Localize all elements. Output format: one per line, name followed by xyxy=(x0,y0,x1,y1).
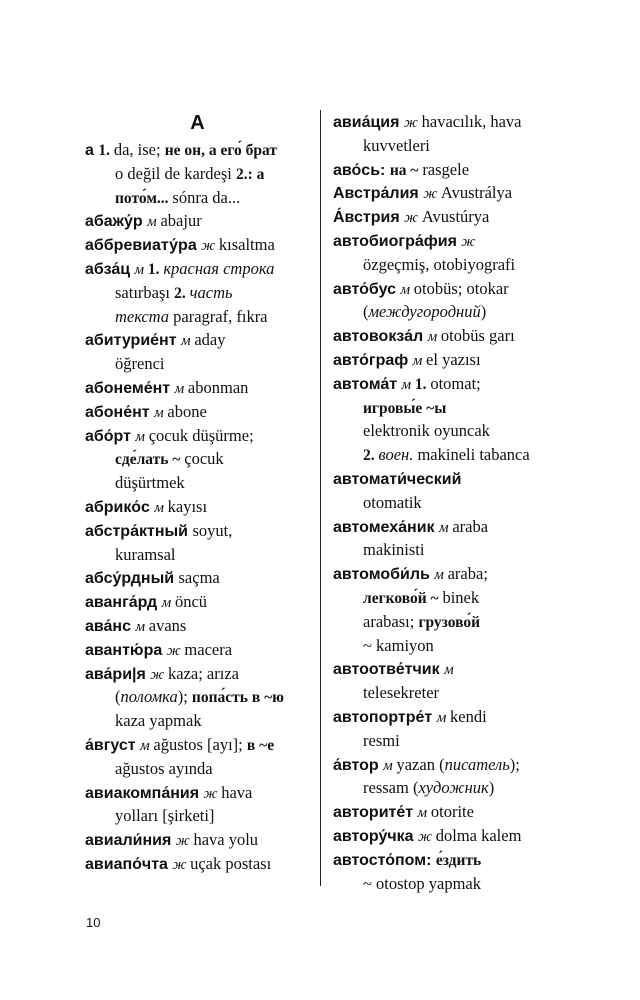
dictionary-entry xyxy=(85,400,323,424)
grammar-label: м xyxy=(427,329,441,346)
entry-line xyxy=(85,257,323,281)
entry-line xyxy=(85,376,323,400)
translation-text: kısaltma xyxy=(218,235,275,255)
entry-continuation-line xyxy=(333,419,571,443)
entry-continuation-line xyxy=(333,134,571,158)
dictionary-entry xyxy=(333,753,571,801)
entry-continuation-line xyxy=(85,447,323,471)
translation-text: aday xyxy=(194,330,226,350)
entry-line xyxy=(85,614,323,638)
headword: абитурие́нт xyxy=(85,332,181,350)
grammar-label: м xyxy=(434,567,448,584)
bold-phrase: легково́й ~ xyxy=(363,589,443,607)
translation-text: otomatik xyxy=(363,492,422,512)
grammar-label: м xyxy=(154,404,168,421)
bold-phrase: 1. xyxy=(147,260,164,278)
entry-line xyxy=(85,662,323,686)
translation-text: makinisti xyxy=(363,540,425,560)
headword: автосто́пом: xyxy=(333,851,436,869)
headword: автоотве́тчик xyxy=(333,661,445,679)
italic-gloss: междугородний xyxy=(368,302,481,322)
dictionary-entry xyxy=(333,110,571,158)
translation-text: araba xyxy=(452,516,489,536)
dictionary-entry xyxy=(333,158,571,182)
grammar-label: м xyxy=(438,519,453,536)
headword: абоне́нт xyxy=(85,403,155,421)
headword: абстра́ктный xyxy=(85,522,193,540)
bold-phrase: на ~ xyxy=(389,161,423,179)
grammar-label: ж xyxy=(172,856,191,873)
dictionary-entry xyxy=(85,662,323,733)
dictionary-entry xyxy=(333,324,571,348)
entry-continuation-line xyxy=(85,305,323,329)
entry-line xyxy=(85,852,323,876)
headword: ава́нс xyxy=(85,617,136,635)
headword: аво́сь: xyxy=(333,161,390,179)
entry-continuation-line xyxy=(85,186,323,210)
entry-continuation-line xyxy=(333,538,571,562)
bold-phrase: игровы́е ~ы xyxy=(363,399,447,417)
headword: авиакомпа́ния xyxy=(85,784,204,802)
dictionary-entry xyxy=(333,562,571,657)
headword: автомеха́ник xyxy=(333,518,439,536)
headword: ава́ри|я xyxy=(85,665,151,683)
entry-continuation-line xyxy=(85,352,323,376)
translation-text: kayısı xyxy=(167,496,208,516)
headword: автомати́ческий xyxy=(333,470,462,488)
entry-line xyxy=(333,562,571,586)
headword: авиапо́чта xyxy=(85,855,173,873)
translation-text: kuvvetleri xyxy=(363,135,430,155)
dictionary-entry xyxy=(85,614,323,638)
entry-line xyxy=(333,705,571,729)
section-letter-heading: А xyxy=(190,112,205,134)
entry-continuation-line xyxy=(85,757,323,781)
translation-text: otobüs; otokar xyxy=(413,278,509,298)
translation-text: elektronik oyuncak xyxy=(363,421,490,441)
entry-line xyxy=(85,781,323,805)
dictionary-entry xyxy=(85,828,323,852)
translation-text: binek xyxy=(442,587,480,607)
entry-line xyxy=(85,495,323,519)
italic-gloss: писатель xyxy=(444,754,510,774)
grammar-label: ж xyxy=(461,233,476,250)
entry-line xyxy=(333,800,571,824)
grammar-label: ж xyxy=(150,666,168,683)
translation-text: Avustúrya xyxy=(421,207,490,227)
dictionary-entry xyxy=(85,376,323,400)
headword: А́встрия xyxy=(333,209,405,227)
translation-text: ~ kamiyon xyxy=(363,635,434,655)
dictionary-entry xyxy=(85,852,323,876)
grammar-label: м xyxy=(383,757,397,774)
entry-line xyxy=(333,324,571,348)
entry-line xyxy=(85,566,323,590)
translation-text: el yazısı xyxy=(426,349,481,369)
translation-text: kendi xyxy=(450,706,487,726)
translation-text: hava xyxy=(221,782,253,802)
headword: а́втор xyxy=(333,756,384,774)
headword: авторите́т xyxy=(333,804,418,822)
dictionary-entry xyxy=(85,138,323,209)
bold-phrase: е́здить xyxy=(435,851,482,869)
headword: авто́бус xyxy=(333,280,401,298)
translation-text: saçma xyxy=(178,568,220,588)
headword: авиали́ния xyxy=(85,832,176,850)
headword: авто́граф xyxy=(333,351,413,369)
grammar-label: ж xyxy=(175,833,194,850)
dictionary-entry xyxy=(333,657,571,705)
translation-text: kaza; arıza xyxy=(168,663,239,683)
headword: авантю́ра xyxy=(85,641,167,659)
headword: аванга́рд xyxy=(85,594,162,612)
headword: аббревиату́ра xyxy=(85,237,202,255)
page-number: 10 xyxy=(86,915,101,930)
italic-gloss: часть xyxy=(189,282,233,302)
bold-phrase: 1. xyxy=(414,375,431,393)
translation-text: Avustrálya xyxy=(440,183,513,203)
translation-text: yazan ( xyxy=(396,754,445,774)
translation-text: arabası; xyxy=(363,611,419,631)
entry-continuation-line xyxy=(333,396,571,420)
grammar-label: ж xyxy=(403,115,422,131)
headword: автобиогра́фия xyxy=(333,232,462,250)
entry-line xyxy=(333,824,571,848)
translation-text: rasgele xyxy=(422,159,470,179)
grammar-label: ж xyxy=(166,642,185,659)
entry-continuation-line xyxy=(333,681,571,705)
entry-line xyxy=(333,753,571,777)
translation-text: ) xyxy=(488,778,495,798)
bold-phrase: попа́сть в ~ю xyxy=(191,689,284,707)
translation-text: abone xyxy=(167,401,207,421)
bold-phrase: 2.: а xyxy=(235,165,265,183)
grammar-label: м xyxy=(417,805,431,822)
dictionary-entry xyxy=(85,209,323,233)
translation-text: abonman xyxy=(187,377,249,397)
entry-line xyxy=(333,848,571,872)
entry-line xyxy=(333,657,571,681)
headword: абажу́р xyxy=(85,213,148,231)
entry-continuation-line xyxy=(85,281,323,305)
translation-text: makineli tabanca xyxy=(417,445,530,465)
dictionary-entry xyxy=(85,590,323,614)
headword: або́рт xyxy=(85,427,136,445)
translation-text: havacılık, hava xyxy=(421,112,522,131)
translation-text: ( xyxy=(363,302,369,322)
dictionary-entry xyxy=(85,495,323,519)
translation-text: telesekreter xyxy=(363,683,440,703)
bold-phrase: в ~е xyxy=(246,736,275,754)
entry-line xyxy=(333,372,571,396)
bold-phrase: грузово́й xyxy=(418,613,481,631)
entry-line xyxy=(85,233,323,257)
dictionary-entry xyxy=(333,372,571,467)
entry-line xyxy=(85,519,323,543)
grammar-label: ж xyxy=(201,238,219,255)
entry-continuation-line xyxy=(85,471,323,495)
entry-line xyxy=(333,205,571,229)
dictionary-entry xyxy=(333,181,571,205)
dictionary-entry xyxy=(333,824,571,848)
entry-line xyxy=(333,348,571,372)
bold-phrase: сде́лать ~ xyxy=(115,451,185,469)
entry-continuation-line xyxy=(333,776,571,800)
translation-text: o değil de kardeşi xyxy=(115,163,236,183)
headword: автома́т xyxy=(333,375,402,393)
translation-text: ); xyxy=(509,754,520,774)
translation-text: otorite xyxy=(430,802,474,822)
grammar-label: м xyxy=(135,428,149,445)
entry-line xyxy=(85,400,323,424)
grammar-label: м xyxy=(135,618,149,635)
italic-gloss: воен. xyxy=(378,445,418,465)
grammar-label: м xyxy=(400,281,414,298)
headword: авиа́ция xyxy=(333,114,404,131)
entry-continuation-line xyxy=(333,253,571,277)
headword: автомоби́ль xyxy=(333,566,435,584)
dictionary-entry xyxy=(333,229,571,277)
headword: абрико́с xyxy=(85,498,155,516)
entry-continuation-line xyxy=(333,610,571,634)
grammar-label: м xyxy=(134,261,148,278)
column-divider xyxy=(320,110,321,886)
bold-phrase: 1. xyxy=(98,142,114,159)
dictionary-entry xyxy=(333,277,571,325)
grammar-label: м xyxy=(154,499,168,516)
headword: автовокза́л xyxy=(333,328,428,346)
entry-continuation-line xyxy=(85,709,323,733)
entry-line xyxy=(333,229,571,253)
right-column xyxy=(333,110,571,895)
entry-continuation-line xyxy=(333,729,571,753)
translation-text: da, ise; xyxy=(113,140,165,159)
grammar-label: м xyxy=(444,662,454,679)
entry-line xyxy=(85,828,323,852)
entry-line xyxy=(85,638,323,662)
entry-continuation-line xyxy=(333,491,571,515)
translation-text: kaza yapmak xyxy=(115,711,202,731)
grammar-label: ж xyxy=(423,186,441,203)
grammar-label: м xyxy=(412,352,427,369)
translation-text: öncü xyxy=(174,592,208,612)
italic-gloss: поломка xyxy=(120,687,178,707)
bold-phrase: не он, а его́ брат xyxy=(164,142,277,159)
grammar-label: м xyxy=(174,380,188,397)
left-column xyxy=(85,110,323,876)
entry-continuation-line xyxy=(85,685,323,709)
dictionary-entry xyxy=(333,515,571,563)
entry-continuation-line xyxy=(333,300,571,324)
grammar-label: м xyxy=(181,333,195,350)
entry-line xyxy=(333,277,571,301)
entry-continuation-line xyxy=(333,443,571,467)
translation-text: çocuk düşürme; xyxy=(148,425,254,445)
translation-text: avans xyxy=(148,615,187,635)
translation-text: paragraf, fıkra xyxy=(173,306,268,326)
dictionary-entry xyxy=(85,519,323,567)
dictionary-entry xyxy=(85,781,323,829)
entry-line xyxy=(85,328,323,352)
dictionary-entry xyxy=(333,205,571,229)
headword: абза́ц xyxy=(85,260,135,278)
entry-line xyxy=(333,467,571,491)
entry-line xyxy=(85,138,323,162)
headword: автопортре́т xyxy=(333,708,437,726)
dictionary-entry xyxy=(85,638,323,662)
dictionary-entry xyxy=(333,848,571,896)
dictionary-entry xyxy=(333,467,571,515)
translation-text: satırbaşı xyxy=(115,282,175,302)
grammar-label: м xyxy=(161,595,175,612)
grammar-label: м xyxy=(147,214,161,231)
translation-text: özgeçmiş, otobiyografi xyxy=(363,254,516,274)
translation-text: yolları [şirketi] xyxy=(115,806,215,826)
translation-text: ~ otostop yapmak xyxy=(363,873,481,893)
entry-continuation-line xyxy=(85,162,323,186)
entry-continuation-line xyxy=(85,543,323,567)
translation-text: kuramsal xyxy=(115,544,176,564)
translation-text: ); xyxy=(177,687,192,707)
dictionary-entry xyxy=(85,328,323,376)
dictionary-entry xyxy=(333,705,571,753)
translation-text: macera xyxy=(184,639,233,659)
entry-line xyxy=(85,209,323,233)
entry-continuation-line xyxy=(85,804,323,828)
headword: а́вгуст xyxy=(85,736,141,754)
translation-text: araba; xyxy=(447,564,488,584)
italic-gloss: красная строка xyxy=(163,258,275,278)
translation-text: ( xyxy=(115,687,121,707)
italic-gloss: художник xyxy=(418,778,489,798)
grammar-label: ж xyxy=(418,828,436,845)
translation-text: resmi xyxy=(363,730,400,750)
bold-phrase: пото́м... xyxy=(115,189,173,207)
entry-continuation-line xyxy=(333,872,571,896)
translation-text: hava yolu xyxy=(193,830,259,850)
entry-line xyxy=(333,181,571,205)
dictionary-entry xyxy=(85,233,323,257)
translation-text: uçak postası xyxy=(190,853,272,873)
dictionary-entry xyxy=(85,424,323,495)
dictionary-entry xyxy=(85,566,323,590)
translation-text: ağustos ayında xyxy=(115,758,213,778)
headword: Австра́лия xyxy=(333,185,424,203)
entry-continuation-line xyxy=(333,634,571,658)
italic-gloss: текста xyxy=(115,306,174,326)
translation-text: ) xyxy=(480,302,487,322)
translation-text: sónra da... xyxy=(172,187,241,207)
translation-text: abajur xyxy=(160,211,202,231)
entry-line xyxy=(333,158,571,182)
entry-line xyxy=(333,110,571,134)
entry-line xyxy=(85,590,323,614)
dictionary-entry xyxy=(85,733,323,781)
headword: абонеме́нт xyxy=(85,379,175,397)
grammar-label: ж xyxy=(203,785,222,802)
translation-text: dolma kalem xyxy=(435,825,522,845)
entry-line xyxy=(333,515,571,539)
grammar-label: ж xyxy=(404,210,422,227)
translation-text: öğrenci xyxy=(115,354,165,374)
translation-text: soyut, xyxy=(192,520,233,540)
headword: а xyxy=(85,142,99,159)
grammar-label: м xyxy=(140,737,154,754)
translation-text: ağustos [ayı]; xyxy=(153,734,247,754)
entry-line xyxy=(85,424,323,448)
translation-text: otomat; xyxy=(430,373,481,393)
entry-line xyxy=(85,733,323,757)
grammar-label: м xyxy=(436,709,451,726)
headword: автору́чка xyxy=(333,827,419,845)
dictionary-entry xyxy=(333,348,571,372)
translation-text: çocuk xyxy=(184,449,224,469)
dictionary-entry xyxy=(333,800,571,824)
headword: абсу́рдный xyxy=(85,570,179,588)
dictionary-entry xyxy=(85,257,323,328)
translation-text: otobüs garı xyxy=(440,326,515,346)
entry-continuation-line xyxy=(333,586,571,610)
bold-phrase: 2. xyxy=(174,284,190,302)
translation-text: ressam ( xyxy=(363,778,419,798)
translation-text: düşürtmek xyxy=(115,473,185,493)
bold-phrase: 2. xyxy=(363,447,379,465)
grammar-label: м xyxy=(401,376,415,393)
